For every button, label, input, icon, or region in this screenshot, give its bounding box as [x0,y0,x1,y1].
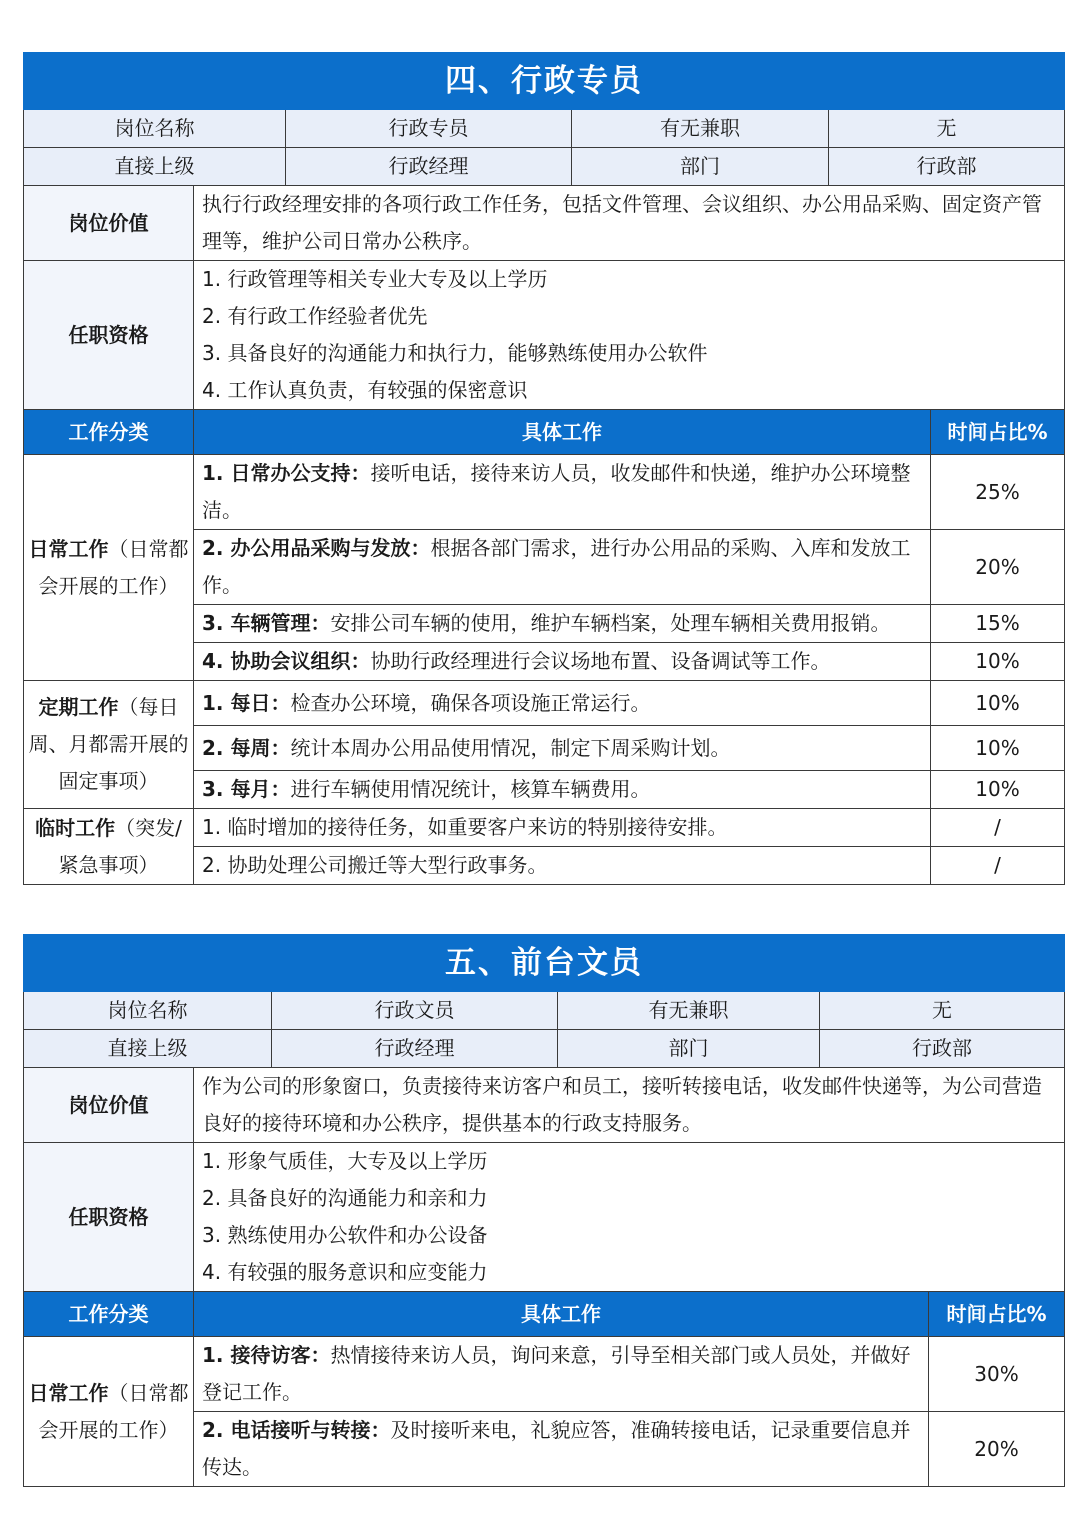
task-title: 1. 日常办公支持： [202,461,371,485]
task-desc: 检查办公环境，确保各项设施正常运行。 [290,690,651,715]
qualification-item: 3. 熟练使用办公软件和办公设备 [202,1223,488,1247]
department-value: 行政部 [820,1030,1065,1068]
qualification-list [194,261,1065,410]
header-ratio: 时间占比% [931,410,1065,455]
category-note: （突发/紧急事项） [58,815,182,877]
task-desc: 安排公司车辆的使用，维护车辆档案，处理车辆相关费用报销。 [330,611,891,635]
task-title: 3. 车辆管理： [202,611,331,635]
task-desc: 统计本周办公用品使用情况，制定下周采购计划。 [290,735,731,760]
qualification-label: 任职资格 [24,261,194,410]
value-label: 岗位价值 [24,186,194,261]
position-name-value: 行政专员 [286,110,572,148]
task-ratio: 20% [931,530,1065,605]
category-daily [24,1337,194,1487]
qualification-item: 4. 工作认真负责，有较强的保密意识 [202,378,528,402]
task-desc: 协助行政经理进行会议场地布置、设备调试等工作。 [370,649,831,673]
section-title: 五、前台文员 [24,935,1065,992]
task-item [194,455,931,530]
category-note: （日常都会开展的工作） [38,536,189,598]
position-name-value: 行政文员 [272,992,558,1030]
task-item: 2. 协助处理公司搬迁等大型行政事务。 [194,847,931,885]
task-ratio: / [931,809,1065,847]
category-note: （每日周、月都需开展的固定事项） [28,695,189,793]
category-regular [24,681,194,809]
task-ratio: 10% [931,643,1065,681]
header-work: 具体工作 [194,410,931,455]
task-title: 2. 每周： [202,735,291,760]
task-title: 1. 每日： [202,690,291,715]
task-ratio: 20% [929,1412,1065,1487]
category-temporary [24,809,194,885]
department-label: 部门 [558,1030,820,1068]
task-desc: 及时接听来电，礼貌应答，准确转接电话，记录重要信息并传达。 [202,1418,911,1479]
job-detail-admin-specialist [23,185,1065,885]
task-ratio: 30% [929,1337,1065,1412]
department-label: 部门 [572,148,829,186]
category-daily [24,455,194,681]
task-title: 1. 接待访客： [202,1343,331,1367]
task-title: 3. 每月： [202,777,291,801]
part-time-label: 有无兼职 [558,992,820,1030]
department-value: 行政部 [829,148,1065,186]
header-category: 工作分类 [24,1292,194,1337]
task-desc: 进行车辆使用情况统计，核算车辆费用。 [290,777,651,801]
task-title: 4. 协助会议组织： [202,649,371,673]
qualification-list [194,1143,1065,1292]
task-item [194,1412,929,1487]
task-item [194,1337,929,1412]
qualification-item: 1. 行政管理等相关专业大专及以上学历 [202,267,548,291]
header-ratio: 时间占比% [929,1292,1065,1337]
category-name: 临时工作 [35,815,116,840]
qualification-label: 任职资格 [24,1143,194,1292]
task-ratio: 15% [931,605,1065,643]
section-title: 四、行政专员 [24,53,1065,110]
category-name: 日常工作 [28,536,109,561]
qualification-item: 1. 形象气质佳，大专及以上学历 [202,1149,488,1173]
qualification-item: 2. 具备良好的沟通能力和亲和力 [202,1186,488,1210]
task-item [194,643,931,681]
job-table-admin-specialist [23,52,1065,186]
task-ratio: / [931,847,1065,885]
task-title: 2. 办公用品采购与发放： [202,536,431,560]
task-ratio: 25% [931,455,1065,530]
supervisor-label: 直接上级 [24,148,286,186]
task-desc: 接听电话，接待来访人员，收发邮件和快递，维护办公环境整洁。 [202,461,911,522]
category-name: 日常工作 [28,1380,109,1405]
value-text: 作为公司的形象窗口，负责接待来访客户和员工，接听转接电话，收发邮件快递等，为公司营造良好的接待环境和办公秩序，提供基本的行政支持服务。 [194,1068,1065,1143]
header-category: 工作分类 [24,410,194,455]
task-title: 2. 电话接听与转接： [202,1418,391,1442]
supervisor-value: 行政经理 [286,148,572,186]
task-ratio: 10% [931,681,1065,726]
task-item [194,726,931,771]
task-item [194,771,931,809]
job-detail-front-desk [23,1067,1065,1487]
position-name-label: 岗位名称 [24,992,272,1030]
qualification-item: 2. 有行政工作经验者优先 [202,304,428,328]
task-desc: 热情接待来访人员，询问来意，引导至相关部门或人员处，并做好登记工作。 [202,1343,911,1404]
category-name: 定期工作 [38,695,119,719]
supervisor-value: 行政经理 [272,1030,558,1068]
part-time-label: 有无兼职 [572,110,829,148]
part-time-value: 无 [829,110,1065,148]
task-desc: 根据各部门需求，进行办公用品的采购、入库和发放工作。 [202,536,911,597]
position-name-label: 岗位名称 [24,110,286,148]
part-time-value: 无 [820,992,1065,1030]
category-note: （日常都会开展的工作） [38,1380,189,1442]
header-work: 具体工作 [194,1292,929,1337]
value-label: 岗位价值 [24,1068,194,1143]
task-item [194,681,931,726]
job-table-front-desk [23,934,1065,1068]
supervisor-label: 直接上级 [24,1030,272,1068]
task-item [194,530,931,605]
value-text: 执行行政经理安排的各项行政工作任务，包括文件管理、会议组织、办公用品采购、固定资产管理等，维护公司日常办公秩序。 [194,186,1065,261]
task-ratio: 10% [931,726,1065,771]
qualification-item: 3. 具备良好的沟通能力和执行力，能够熟练使用办公软件 [202,341,708,365]
task-ratio: 10% [931,771,1065,809]
task-item: 1. 临时增加的接待任务，如重要客户来访的特别接待安排。 [194,809,931,847]
task-item [194,605,931,643]
qualification-item: 4. 有较强的服务意识和应变能力 [202,1260,488,1284]
